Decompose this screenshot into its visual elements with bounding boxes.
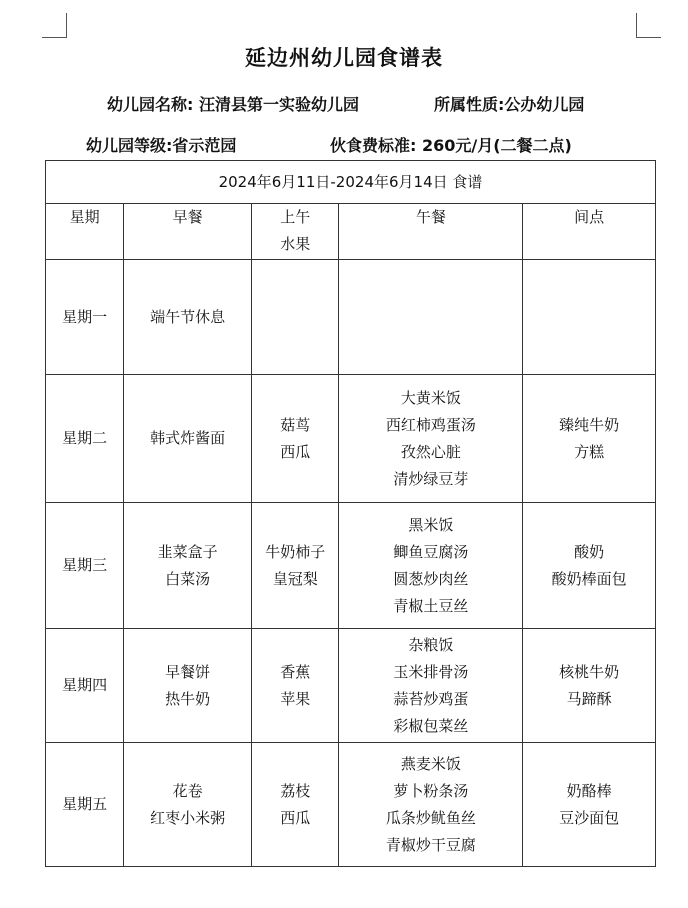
lunch-item: 燕麦米饭 [400, 754, 461, 773]
lunch-cell [339, 260, 523, 375]
day-cell: 星期五 [46, 743, 124, 867]
fruit-cell [251, 260, 338, 375]
kindergarten-grade: 幼儿园等级:省示范园 [86, 136, 237, 155]
lunch-cell [339, 629, 523, 743]
lunch-cell [339, 503, 523, 629]
kindergarten-name: 幼儿园名称: 汪清县第一实验幼儿园 [107, 95, 359, 114]
table-row [46, 375, 656, 503]
breakfast-item: 韭菜盒子 [157, 542, 218, 561]
fruit-item: 荔枝 [280, 781, 311, 800]
lunch-item: 杂粮饭 [408, 635, 454, 654]
table-row [46, 629, 656, 743]
table-row [46, 743, 656, 867]
day-cell: 星期二 [46, 375, 124, 503]
snack-item: 奶酪棒 [566, 781, 612, 800]
breakfast-cell [124, 375, 252, 503]
lunch-item: 玉米排骨汤 [393, 662, 469, 681]
crop-mark-top-left [42, 13, 67, 38]
fruit-cell [251, 629, 338, 743]
breakfast-item: 韩式炸酱面 [150, 429, 226, 447]
snack-cell [523, 260, 656, 375]
lunch-item: 瓜条炒鱿鱼丝 [385, 808, 476, 827]
fruit-item: 牛奶柿子 [265, 542, 326, 561]
lunch-item: 清炒绿豆芽 [393, 469, 469, 488]
lunch-item: 蒜苔炒鸡蛋 [393, 689, 469, 708]
table-row [46, 503, 656, 629]
breakfast-item: 白菜汤 [165, 569, 211, 588]
header-snack: 间点 [523, 204, 656, 260]
lunch-item: 鲫鱼豆腐汤 [393, 542, 469, 561]
header-day: 星期 [46, 204, 124, 260]
breakfast-cell [124, 629, 252, 743]
fruit-cell [251, 503, 338, 629]
crop-mark-top-right [636, 13, 661, 38]
meal-fee-standard: 伙食费标准: 260元/月(二餐二点) [330, 136, 572, 155]
table-row [46, 260, 656, 375]
date-range-row [46, 161, 656, 204]
fruit-item: 西瓜 [280, 808, 311, 827]
lunch-item: 西红柿鸡蛋汤 [385, 415, 476, 434]
snack-item: 马蹄酥 [566, 689, 612, 708]
day-cell: 星期三 [46, 503, 124, 629]
snack-cell [523, 375, 656, 503]
day-cell: 星期一 [46, 260, 124, 375]
lunch-item: 大黄米饭 [400, 388, 461, 407]
breakfast-item: 早餐饼 [165, 662, 211, 681]
snack-item: 方糕 [574, 442, 605, 461]
lunch-cell [339, 375, 523, 503]
breakfast-cell [124, 743, 252, 867]
fruit-item: 苹果 [280, 689, 311, 708]
fruit-item: 菇茑 [280, 415, 311, 434]
snack-item: 酸奶棒面包 [551, 569, 627, 588]
breakfast-item: 热牛奶 [165, 689, 211, 708]
lunch-item: 青椒土豆丝 [393, 596, 469, 615]
snack-cell [523, 629, 656, 743]
page-title: 延边州幼儿园食谱表 [245, 46, 443, 70]
lunch-cell [339, 743, 523, 867]
date-range: 2024年6月11日-2024年6月14日 食谱 [46, 161, 656, 204]
breakfast-cell [124, 503, 252, 629]
menu-body [46, 260, 656, 867]
snack-item: 核桃牛奶 [559, 662, 620, 681]
menu-table [45, 160, 656, 867]
snack-item: 臻纯牛奶 [559, 415, 620, 434]
header-lunch: 午餐 [339, 204, 523, 260]
header-fruit [251, 204, 338, 260]
breakfast-item: 花卷 [172, 781, 203, 800]
header-fruit-line2: 水果 [280, 235, 311, 253]
breakfast-item: 红枣小米粥 [150, 808, 226, 827]
fruit-cell [251, 743, 338, 867]
fruit-cell [251, 375, 338, 503]
breakfast-cell [124, 260, 252, 375]
lunch-item: 青椒炒干豆腐 [385, 835, 476, 854]
breakfast-item: 端午节休息 [150, 307, 226, 326]
header-breakfast: 早餐 [124, 204, 252, 260]
lunch-item: 黑米饭 [408, 515, 454, 534]
lunch-item: 孜然心脏 [400, 442, 461, 461]
snack-cell [523, 503, 656, 629]
header-fruit-line1: 上午 [280, 208, 311, 226]
header-row [46, 204, 656, 260]
lunch-item: 彩椒包菜丝 [393, 716, 469, 735]
fruit-item: 西瓜 [280, 442, 311, 461]
lunch-item: 圆葱炒肉丝 [393, 569, 469, 588]
snack-item: 酸奶 [574, 542, 605, 561]
snack-item: 豆沙面包 [559, 808, 620, 827]
snack-cell [523, 743, 656, 867]
fruit-item: 香蕉 [280, 662, 311, 681]
day-cell: 星期四 [46, 629, 124, 743]
lunch-item: 萝卜粉条汤 [393, 781, 469, 800]
fruit-item: 皇冠梨 [272, 569, 318, 588]
kindergarten-nature: 所属性质:公办幼儿园 [434, 95, 585, 114]
